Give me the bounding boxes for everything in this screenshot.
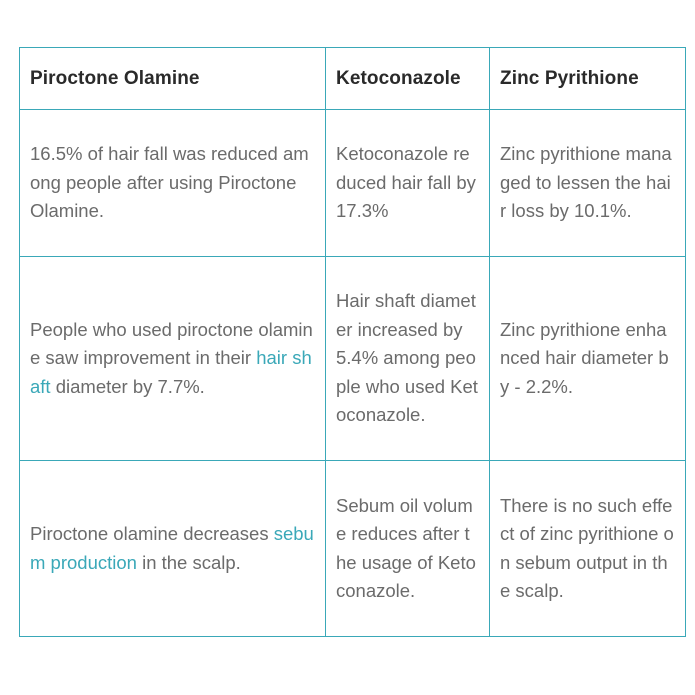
cell-text-before-link: Piroctone olamine decreases (30, 523, 274, 544)
table-row-sebum (20, 461, 686, 637)
cell-piroctone-hair-diameter (20, 257, 326, 461)
cell-zinc-sebum: There is no such effect of zinc pyrithione on sebum output in the scalp. (490, 461, 686, 637)
comparison-table (19, 47, 686, 637)
cell-ketoconazole-sebum: Sebum oil volume reduces after the usage of Ketoconazole. (326, 461, 490, 637)
cell-zinc-hair-fall: Zinc pyrithione managed to lessen the hair loss by 10.1%. (490, 110, 686, 257)
sebum-production-link[interactable]: sebum production (30, 523, 314, 573)
cell-ketoconazole-hair-fall: Ketoconazole reduced hair fall by 17.3% (326, 110, 490, 257)
header-zinc-pyrithione: Zinc Pyrithione (490, 48, 686, 110)
cell-piroctone-sebum (20, 461, 326, 637)
cell-text-after-link: diameter by 7.7%. (50, 375, 205, 397)
cell-zinc-hair-diameter: Zinc pyrithione enhanced hair diameter by - 2.2%. (490, 257, 686, 461)
cell-ketoconazole-hair-diameter: Hair shaft diameter increased by 5.4% among people who used Ketoconazole. (326, 257, 490, 461)
cell-piroctone-hair-fall: 16.5% of hair fall was reduced among people after using Piroctone Olamine. (20, 110, 326, 257)
table-header-row (20, 48, 686, 110)
header-piroctone-olamine: Piroctone Olamine (20, 48, 326, 110)
cell-text-after-link: in the scalp. (136, 551, 241, 573)
header-ketoconazole: Ketoconazole (326, 48, 490, 110)
hair-shaft-link[interactable]: hair shaft (30, 347, 312, 397)
table-row-hair-diameter (20, 257, 686, 461)
table-row-hair-fall (20, 110, 686, 257)
comparison-table-wrapper (19, 47, 686, 637)
cell-text-before-link: People who used piroctone olamine saw improvement in their (30, 318, 313, 369)
